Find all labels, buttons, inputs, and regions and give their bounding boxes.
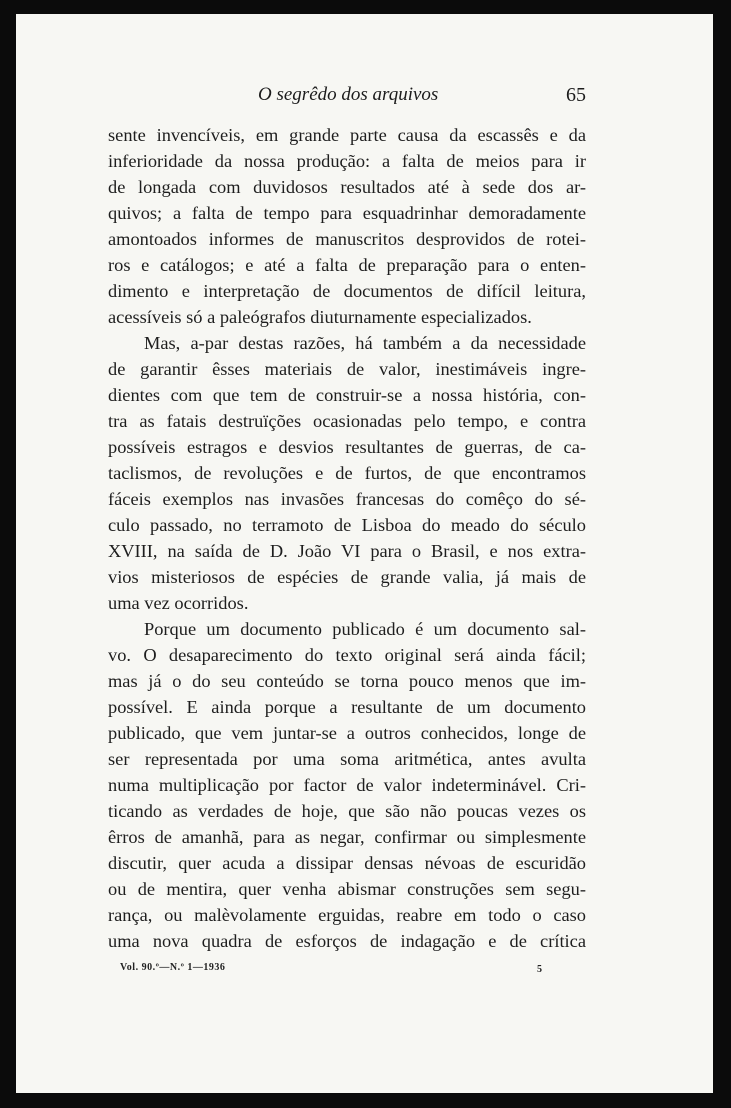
text-line: tra as fatais destruïções ocasionadas pelo tempo, e contra [108,411,586,431]
paragraph-3 [108,616,586,954]
page-footer [16,962,713,978]
text-line: discutir, quer acuda a dissipar densas névoas de escuridão [108,853,586,873]
text-line: possível. E ainda porque a resultante de um documento [108,697,586,717]
text-line: de garantir êsses materiais de valor, inestimáveis ingre- [108,359,586,379]
book-page [16,14,713,1093]
page-header [16,82,713,112]
page-number: 65 [566,84,586,106]
text-line: possíveis estragos e desvios resultantes de guerras, de ca- [108,437,586,457]
text-line: uma nova quadra de esforços de indagação e de crítica [108,931,586,951]
text-line: ros e catálogos; e até a falta de preparação para o enten- [108,255,586,275]
text-line: Mas, a-par destas razões, há também a da necessidade [144,333,586,353]
text-line: mas já o do seu conteúdo se torna pouco menos que im- [108,671,586,691]
text-line: amontoados informes de manuscritos desprovidos de rotei- [108,229,586,249]
text-line: XVIII, na saída de D. João VI para o Brasil, e nos extra- [108,541,586,561]
text-line: rança, ou malèvolamente erguidas, reabre em todo o caso [108,905,586,925]
body-text [108,122,586,954]
text-line: sente invencíveis, em grande parte causa da escassês e da [108,125,586,145]
text-line: culo passado, no terramoto de Lisboa do meado do século [108,515,586,535]
text-line: inferioridade da nossa produção: a falta de meios para ir [108,151,586,171]
volume-reference: Vol. 90.º—N.º 1—1936 [120,962,226,973]
text-line: numa multiplicação por factor de valor indeterminável. Cri- [108,775,586,795]
text-line: uma vez ocorridos. [108,593,249,613]
text-line: êrros de amanhã, para as negar, confirmar ou simplesmente [108,827,586,847]
text-line: taclismos, de revoluções e de furtos, de que encontramos [108,463,586,483]
text-line: ser representada por uma soma aritmética, antes avulta [108,749,586,769]
signature-mark: 5 [537,964,542,975]
paragraph-1 [108,122,586,330]
text-line: ou de mentira, quer venha abismar construções sem segu- [108,879,586,899]
running-title: O segrêdo dos arquivos [258,84,439,105]
text-line: ticando as verdades de hoje, que são não poucas vezes os [108,801,586,821]
text-line: vo. O desaparecimento do texto original será ainda fácil; [108,645,586,665]
text-line: quivos; a falta de tempo para esquadrinhar demoradamente [108,203,586,223]
text-line: dimento e interpretação de documentos de difícil leitura, [108,281,586,301]
text-line: dientes com que tem de construir-se a nossa história, con- [108,385,586,405]
text-line: publicado, que vem juntar-se a outros conhecidos, longe de [108,723,586,743]
paragraph-2 [108,330,586,616]
text-line: vios misteriosos de espécies de grande valia, já mais de [108,567,586,587]
text-line: acessíveis só a paleógrafos diuturnamente especializados. [108,307,532,327]
text-line: de longada com duvidosos resultados até à sede dos ar- [108,177,586,197]
text-line: fáceis exemplos nas invasões francesas do comêço do sé- [108,489,586,509]
text-line: Porque um documento publicado é um documento sal- [144,619,586,639]
